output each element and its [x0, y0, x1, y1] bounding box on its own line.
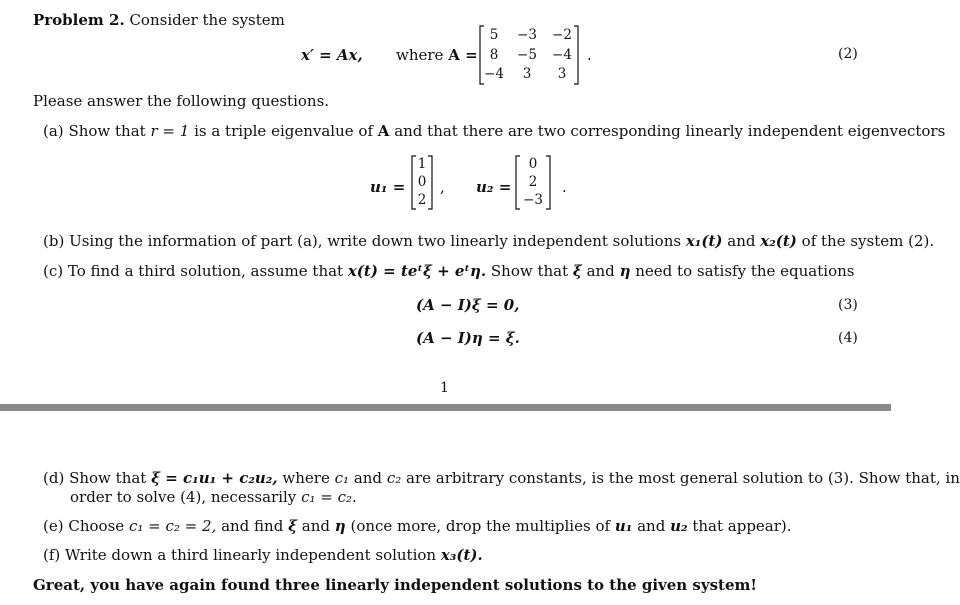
- vector-u2-cell: 0: [528, 156, 538, 172]
- part-e-u1: u₁: [614, 517, 633, 535]
- part-c-label: (c): [43, 262, 64, 280]
- matrix-A: [478, 25, 580, 85]
- matrix-A-cell: 8: [489, 47, 499, 63]
- part-d-line2-math: c₁ = c₂.: [301, 488, 357, 506]
- vector-u1-cell: 2: [417, 192, 427, 208]
- part-e-label: (e): [43, 517, 64, 535]
- system-lhs: x′ = Ax,: [301, 46, 363, 64]
- equation-3: (A − I)ξ = 0,: [416, 296, 520, 314]
- part-c-xi: ξ: [572, 262, 582, 280]
- part-e-eta: η: [334, 517, 346, 535]
- part-f-text: [43, 546, 483, 564]
- matrix-A-cell: 3: [522, 66, 532, 82]
- part-d-and: and: [353, 469, 383, 487]
- part-d-c2: c₂: [386, 469, 402, 487]
- part-e-text-4: that appear).: [692, 517, 792, 535]
- part-d-text-1: Show that: [69, 469, 147, 487]
- part-d-label: (d): [43, 469, 65, 487]
- matrix-A-cell: 3: [557, 66, 567, 82]
- matrix-A-cell: 5: [489, 27, 499, 43]
- part-a-text-3: and that there are two corresponding linearly independent eigenvectors: [394, 122, 946, 140]
- part-a-text-1: Show that: [68, 122, 146, 140]
- equation-4: (A − I)η = ξ.: [416, 329, 520, 347]
- matrix-A-label: A =: [448, 46, 478, 64]
- part-d-text-3: are arbitrary constants, is the most general solution to (3). Show that, in: [406, 469, 960, 487]
- u2-label-text: u₂ =: [476, 178, 512, 196]
- part-c-text-1: To find a third solution, assume that: [67, 262, 344, 280]
- part-e-and-2: and: [637, 517, 666, 535]
- part-a-r-eq: r = 1: [150, 122, 190, 140]
- vector-u2-cell: −3: [523, 192, 543, 208]
- part-f-text-1: Write down a third linearly independent solution: [65, 546, 437, 564]
- part-b-text: [43, 232, 934, 250]
- part-e-math-1: c₁ = c₂ = 2,: [128, 517, 217, 535]
- part-b-text-2: of the system (2).: [801, 232, 935, 250]
- equation-number-3: (3): [838, 297, 858, 313]
- problem-heading: [33, 11, 285, 29]
- vector-u2: [515, 155, 551, 210]
- u1-label-text: u₁ =: [370, 178, 406, 196]
- part-d-text-2: where: [282, 469, 330, 487]
- problem-title: Problem 2.: [33, 11, 125, 29]
- part-b-x1: x₁(t): [685, 232, 723, 250]
- part-a-text-2: is a triple eigenvalue of: [194, 122, 373, 140]
- system-tail: .: [587, 46, 592, 64]
- where-clause: [396, 46, 478, 64]
- part-b-label: (b): [43, 232, 65, 250]
- vector-u1-cell: 1: [417, 156, 427, 172]
- page-separator: [0, 404, 891, 411]
- part-d-line2-text: order to solve (4), necessarily: [70, 488, 297, 506]
- problem-intro: Consider the system: [129, 11, 285, 29]
- part-e-u2: u₂: [670, 517, 688, 535]
- part-d-line-2: [70, 488, 357, 506]
- part-d-line-1: [43, 469, 960, 487]
- part-b-and: and: [727, 232, 756, 250]
- u1-label: [370, 178, 405, 196]
- part-c-text: [43, 262, 854, 280]
- part-e-text-3: (once more, drop the multiplies of: [350, 517, 611, 535]
- u1-comma: ,: [440, 178, 445, 196]
- part-e-and: and: [301, 517, 330, 535]
- vector-u1-cell: 0: [417, 174, 427, 190]
- part-f-x3: x₃(t).: [440, 546, 483, 564]
- where-word: where: [396, 46, 444, 64]
- part-a-A: A: [377, 122, 390, 140]
- part-c-text-3: need to satisfy the equations: [635, 262, 855, 280]
- matrix-A-cell: −4: [484, 66, 504, 82]
- matrix-A-cell: −3: [517, 27, 537, 43]
- part-e-xi: ξ: [288, 517, 297, 535]
- page-number: 1: [440, 380, 449, 396]
- part-e-text-2: and find: [221, 517, 284, 535]
- equation-number-2: (2): [838, 46, 858, 62]
- u2-period: .: [562, 178, 567, 196]
- part-e-text-1: Choose: [68, 517, 125, 535]
- part-b-text-1: Using the information of part (a), write down two linearly independent solutions: [69, 232, 682, 250]
- part-c-eta: η: [619, 262, 631, 280]
- part-c-and: and: [586, 262, 615, 280]
- part-d-c1: c₁: [334, 469, 350, 487]
- part-c-text-2: Show that: [490, 262, 569, 280]
- matrix-A-cell: −2: [552, 27, 572, 43]
- part-b-x2: x₂(t): [760, 232, 797, 250]
- part-c-xt: x(t) = teᵗξ + eᵗη.: [347, 262, 487, 280]
- vector-u2-cell: 2: [528, 174, 538, 190]
- matrix-A-cell: −5: [517, 47, 537, 63]
- part-a-label: (a): [43, 122, 64, 140]
- part-d-math-1: ξ = c₁u₁ + c₂u₂,: [151, 469, 278, 487]
- closing-text: Great, you have again found three linearly independent solutions to the given system!: [33, 576, 757, 594]
- equation-number-4: (4): [838, 330, 858, 346]
- matrix-A-cell: −4: [552, 47, 572, 63]
- part-e-text: [43, 517, 792, 535]
- u2-label: [476, 178, 511, 196]
- instructions: Please answer the following questions.: [33, 92, 330, 110]
- part-f-label: (f): [43, 546, 61, 564]
- part-a-text: [43, 122, 945, 140]
- vector-u1: [411, 155, 433, 210]
- system-equation: [301, 46, 363, 64]
